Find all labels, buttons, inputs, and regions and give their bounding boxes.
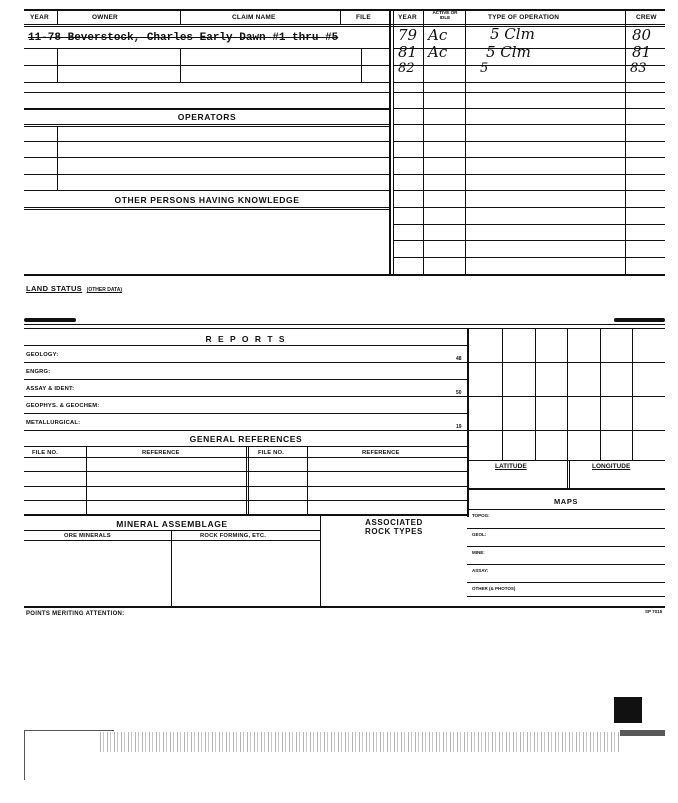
activity-row-line (393, 65, 665, 66)
row-line (24, 141, 390, 142)
row-line (24, 207, 390, 208)
activity-status: Ac (428, 26, 448, 44)
row-line (467, 596, 665, 597)
map-item: OTHER (& PHOTOS) (472, 586, 516, 591)
header-active-or-idle: ACTIVE OR IDLE (432, 10, 458, 20)
grid-line (467, 362, 665, 363)
row-line (24, 82, 390, 83)
scan-mark (24, 318, 76, 322)
row-line (467, 546, 665, 547)
report-number: 19 (456, 424, 462, 430)
land-status-heading (26, 278, 122, 296)
mineral-assemblage-heading: MINERAL ASSEMBLAGE (116, 519, 228, 529)
row-line (467, 509, 665, 510)
row-line (467, 582, 665, 583)
references-bottom-line (24, 514, 468, 516)
divider (57, 126, 58, 191)
report-label: GEOPHYS. & GEOCHEM: (26, 403, 100, 409)
activity-row-line (393, 240, 665, 241)
scan-artifact (620, 730, 665, 736)
activity-status: Ac (428, 43, 448, 61)
divider (340, 9, 341, 25)
maps-heading: MAPS (553, 497, 579, 506)
active-col-divider (465, 9, 466, 276)
activity-row-line (393, 108, 665, 109)
header-year-2: YEAR (398, 14, 417, 21)
grid-line (600, 328, 601, 460)
activity-operation: 5 (480, 61, 489, 76)
operators-top-line (24, 108, 390, 110)
row-line (24, 540, 320, 541)
row-line (24, 362, 468, 363)
report-number: 48 (456, 356, 462, 362)
report-label: GEOLOGY: (26, 352, 59, 358)
divider (86, 446, 87, 514)
scan-mark (614, 318, 665, 322)
activity-row-line (393, 124, 665, 125)
activity-year: 81 (398, 43, 418, 61)
row-line (24, 396, 468, 397)
divider (307, 446, 308, 514)
ref-header-file-no: FILE NO. (258, 450, 285, 456)
scan-noise (100, 732, 620, 752)
top-border (24, 9, 665, 11)
other-persons-heading: OTHER PERSONS HAVING KNOWLEDGE (114, 195, 300, 205)
divider (246, 446, 247, 514)
divider (57, 48, 58, 83)
grid-line (632, 328, 633, 460)
row-line (24, 126, 390, 127)
activity-row-line (393, 174, 665, 175)
activity-row-line (393, 82, 665, 83)
crew-col-divider (625, 9, 626, 276)
land-status-sub: (OTHER DATA) (86, 287, 123, 293)
header-year: YEAR (30, 14, 49, 21)
row-line (24, 174, 390, 175)
activity-operation: 5 Clm (490, 25, 535, 43)
bottom-form-top-line-2 (24, 328, 665, 329)
report-label: ASSAY & IDENT: (26, 386, 75, 392)
ref-header-reference: REFERENCE (142, 450, 180, 456)
bottom-form-bottom-line (24, 606, 665, 608)
row-line (24, 379, 468, 380)
bottom-form-top-line (24, 324, 665, 325)
divider (248, 446, 249, 514)
latitude-label: LATITUDE (495, 463, 527, 470)
row-line (24, 124, 390, 125)
row-line (467, 528, 665, 529)
row-line (24, 65, 390, 66)
activity-year: 82 (398, 61, 415, 76)
row-line (24, 209, 390, 210)
activity-row-line (393, 207, 665, 208)
header-file: FILE (356, 14, 371, 21)
associated-rock-types-line-2: ROCK TYPES (364, 527, 423, 536)
report-number: 50 (456, 390, 462, 396)
operators-heading: OPERATORS (177, 112, 237, 122)
header-crew: CREW (636, 14, 657, 21)
row-line (24, 92, 390, 93)
ref-header-file-no: FILE NO. (32, 450, 59, 456)
activity-operation: 5 Clm (486, 43, 531, 61)
report-label: ENGRG: (26, 369, 51, 375)
divider (180, 48, 181, 83)
associated-rock-types-line-1: ASSOCIATED (365, 518, 423, 527)
divider (180, 9, 181, 25)
mineral-header-rock-forming: ROCK FORMING, ETC. (200, 533, 267, 539)
row-line (24, 413, 468, 414)
row-line (24, 190, 390, 191)
report-label: METALLURGICAL: (26, 420, 81, 426)
activity-row-line (393, 157, 665, 158)
activity-crew: 81 (632, 43, 652, 61)
claim-record-entry: 11-78 Beverstock, Charles Early Dawn #1 thru #5 (28, 32, 339, 44)
activity-year: 79 (398, 26, 418, 44)
reports-heading: R E P O R T S (205, 334, 287, 344)
map-item: TOPOG: (472, 513, 490, 518)
divider (57, 9, 58, 25)
scan-artifact (614, 697, 642, 723)
activity-row-line (393, 92, 665, 93)
grid-line (569, 460, 570, 488)
row-line (24, 345, 468, 346)
row-line (467, 564, 665, 565)
right-section-divider-2 (393, 9, 394, 276)
scan-artifact (24, 730, 114, 731)
ref-header-reference: REFERENCE (362, 450, 400, 456)
header-owner: OWNER (92, 14, 118, 21)
header-bottom-line-2 (24, 26, 665, 27)
maps-top-line (467, 488, 665, 490)
header-type-of-operation: TYPE OF OPERATION (488, 14, 560, 21)
top-table-bottom-line (24, 274, 665, 276)
activity-crew: 83 (630, 61, 647, 76)
grid-line (535, 328, 536, 460)
general-references-heading: GENERAL REFERENCES (189, 434, 303, 444)
grid-line (567, 328, 568, 488)
header-claim-name: CLAIM NAME (232, 14, 276, 21)
activity-row-line (393, 190, 665, 191)
activity-crew: 80 (632, 26, 652, 44)
activity-row-line (393, 224, 665, 225)
divider (361, 48, 362, 83)
grid-line (502, 328, 503, 460)
mineral-header-ore: ORE MINERALS (64, 533, 111, 539)
header-bottom-line (24, 24, 665, 25)
divider (171, 530, 172, 606)
row-line (24, 530, 320, 531)
activity-row-line (393, 257, 665, 258)
map-item: GEOL: (472, 532, 487, 537)
grid-line (467, 396, 665, 397)
year-col-divider (423, 9, 424, 276)
form-code: SP 7015 (645, 609, 663, 614)
grid-line (467, 460, 665, 461)
points-meriting-attention: POINTS MERITING ATTENTION: (26, 611, 125, 617)
row-line (24, 48, 390, 49)
map-item: ASSAY: (472, 568, 489, 573)
activity-row-line (393, 141, 665, 142)
map-item: MINE: (472, 550, 485, 555)
right-section-divider (389, 9, 391, 276)
land-status-label: LAND STATUS (26, 284, 83, 293)
row-line (24, 157, 390, 158)
scan-artifact (24, 730, 25, 780)
longitude-label: LONGITUDE (592, 463, 631, 470)
divider (320, 514, 321, 606)
row-line (24, 430, 468, 431)
grid-line (467, 430, 665, 431)
